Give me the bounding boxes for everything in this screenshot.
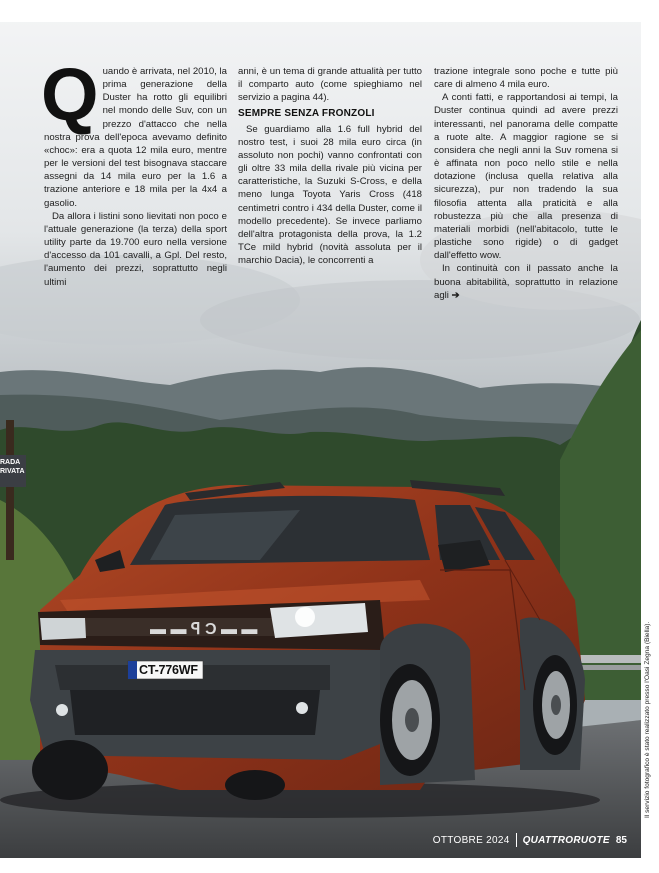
section-heading: SEMPRE SENZA FRONZOLI xyxy=(238,108,375,120)
svg-text:▬ ▬ ꟼ Ͻ ▬ ▬: ▬ ▬ ꟼ Ͻ ▬ ▬ xyxy=(150,621,258,638)
paragraph-7 xyxy=(434,262,618,301)
license-plate xyxy=(139,662,201,678)
paragraph-2: Da allora i listini sono lievitati non poco e l'attuale generazione (la terza) della sport utility parte da 19.700 euro nella versione d'accesso da 101 cavalli, a Gpl. Del resto, l'aumento dei prezzi, soprattutto negli ultimi xyxy=(44,210,227,288)
page-number: 85 xyxy=(615,834,627,846)
photo-credit-caption: Il servizio fotografico è stato realizzato presso l'Oasi Zegna (Biella). xyxy=(644,621,651,818)
continue-arrow-icon: ➔ xyxy=(451,289,460,301)
paragraph-7-text: In continuità con il passato anche la buona abitabilità, soprattutto in relazione agli xyxy=(434,263,618,301)
magazine-brand: QUATTRORUOTE xyxy=(522,834,610,846)
drop-cap: Q xyxy=(41,53,99,136)
page-footer xyxy=(433,833,627,847)
paragraph-1: uando è arrivata, nel 2010, la prima generazione della Duster ha rotto gli equilibri nel mondo delle Suv, con un prezzo d'attacco che nella nostra prova dell'epoca avevamo definito «choc»: era a quota 12 mila euro, mentre per le versioni del test bisognava staccare assegni da 14 mila euro per la 1.6 a trazione anteriore e 18 mila per la 4x4 a gasolio. xyxy=(44,66,227,209)
article-column-3 xyxy=(434,65,618,302)
paragraph-3: anni, è un tema di grande attualità per tutto il comparto auto (come spieghiamo nel servizio a pagina 44). xyxy=(238,66,422,104)
paragraph-6: A conti fatti, e rapportandosi ai tempi, la Duster continua quindi ad avere prezzi interessanti, nel panorama delle compatte a ruote alte. A maggior ragione se si considera che negli anni la Suv romena si è affinata non poco nello stile e nella dotazione (inclusa quella relativa alla sicurezza), pur non tradendo la sua filosofia attenta alla praticità e alla robustezza più che alla presenza di materiali morbidi (nell'abitacolo, tutte le plastiche sono rigide) o di gadget dall'effetto wow. xyxy=(434,92,618,262)
road-sign-text: RADA RIVATA xyxy=(0,459,25,475)
road-sign xyxy=(0,455,26,487)
article-column-2 xyxy=(238,65,422,267)
footer-divider xyxy=(516,833,517,847)
paragraph-5: trazione integrale sono poche e tutte più care di almeno 4 mila euro. xyxy=(434,66,618,91)
article-column-1 xyxy=(41,53,227,289)
issue-date: OTTOBRE 2024 xyxy=(432,834,510,846)
paragraph-4: Se guardiamo alla 1.6 full hybrid del nostro test, i suoi 28 mila euro circa (in assoluto non pochi) vanno confrontati con gli oltre 33 mila della rivale più vicina per caratteristiche, la Suzuki S-Cross, e della meno lunga Toyota Yaris Cross (418 centimetri contro i 434 della Duster, come il modello precedente). Se invece parliamo dell'altra protagonista della prova, la 1.2 TCe mild hybrid (novità assoluta per il marchio Dacia), le concorrenti a xyxy=(238,123,422,267)
license-plate-text: CT-776WF xyxy=(139,663,198,677)
